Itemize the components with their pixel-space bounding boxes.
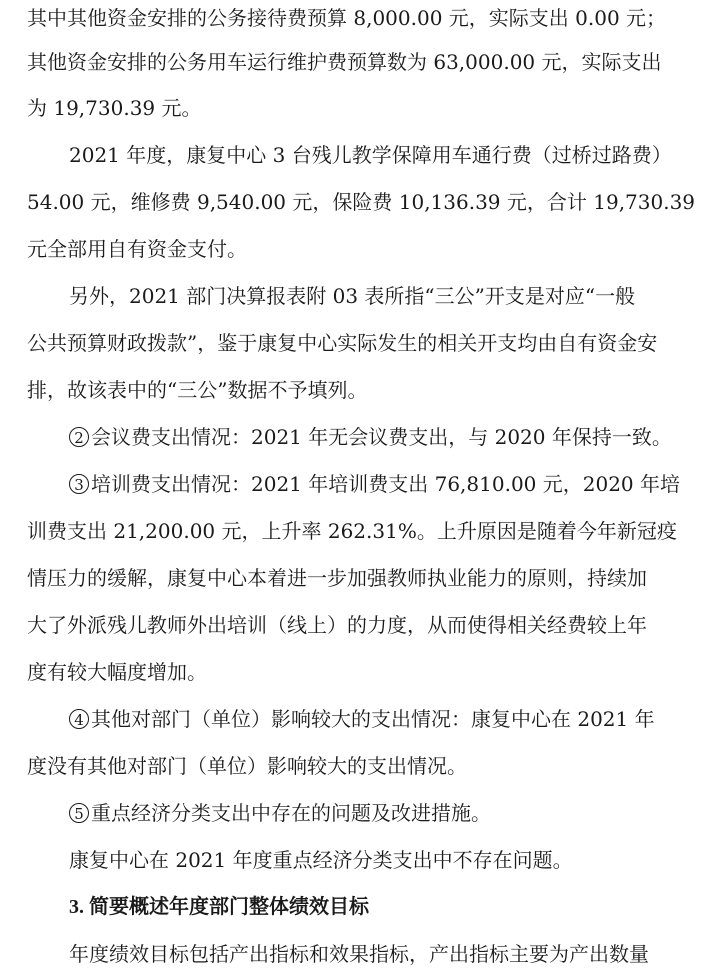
text-line: 54.00 元，维修费 9,540.00 元，保险费 10,136.39 元，合计 19,730.39: [27, 190, 696, 214]
text-line: 2021 年度，康复中心 3 台残儿教学保障用车通行费（过桥过路费）: [69, 143, 672, 167]
text-line: 培训费支出情况：2021 年培训费支出 76,810.00 元，2020 年培: [91, 472, 681, 496]
circled-number-marker: 4: [69, 709, 89, 729]
text-line: 另外，2021 部门决算报表附 03 表所指“三公”开支是对应“一般: [69, 284, 636, 308]
text-line: 为 19,730.39 元。: [27, 96, 202, 120]
list-item-other-expense: [69, 701, 683, 737]
text-line: 年度绩效目标包括产出指标和效果指标，产出指标主要为产出数量: [69, 942, 649, 966]
list-item-meeting-expense: [69, 419, 683, 455]
text-line: 元全部用自有资金支付。: [27, 237, 247, 261]
text-line: 排，故该表中的“三公”数据不予填列。: [27, 378, 368, 402]
circled-number-marker: 3: [69, 474, 89, 494]
section-heading: 3. 简要概述年度部门整体绩效目标: [69, 896, 369, 918]
text-line: 重点经济分类支出中存在的问题及改进措施。: [91, 801, 491, 825]
text-line: 康复中心在 2021 年度重点经济分类支出中不存在问题。: [69, 848, 573, 872]
text-line: 其他资金安排的公务用车运行维护费预算数为 63,000.00 元，实际支出: [27, 50, 662, 74]
circled-number-marker: 5: [69, 803, 89, 823]
circled-number-marker: 2: [69, 427, 89, 447]
text-line: 情压力的缓解，康复中心本着进一步加强教师执业能力的原则，持续加: [27, 566, 647, 590]
text-line: 其他对部门（单位）影响较大的支出情况：康复中心在 2021 年: [91, 707, 655, 731]
list-item-key-issues: [69, 795, 683, 831]
text-line: 公共预算财政拨款”，鉴于康复中心实际发生的相关开支均由自有资金安: [27, 331, 658, 355]
list-item-training-expense: [69, 466, 683, 502]
text-line: 大了外派残儿教师外出培训（线上）的力度，从而使得相关经费较上年: [27, 613, 647, 637]
text-line: 度没有其他对部门（单位）影响较大的支出情况。: [27, 754, 467, 778]
text-line: 度有较大幅度增加。: [27, 660, 207, 684]
text-line: 训费支出 21,200.00 元，上升率 262.31%。上升原因是随着今年新冠疫: [27, 519, 677, 543]
text-line: 会议费支出情况：2021 年无会议费支出，与 2020 年保持一致。: [91, 425, 672, 449]
text-line: 其中其他资金安排的公务接待费预算 8,000.00 元，实际支出 0.00 元；: [27, 6, 667, 30]
